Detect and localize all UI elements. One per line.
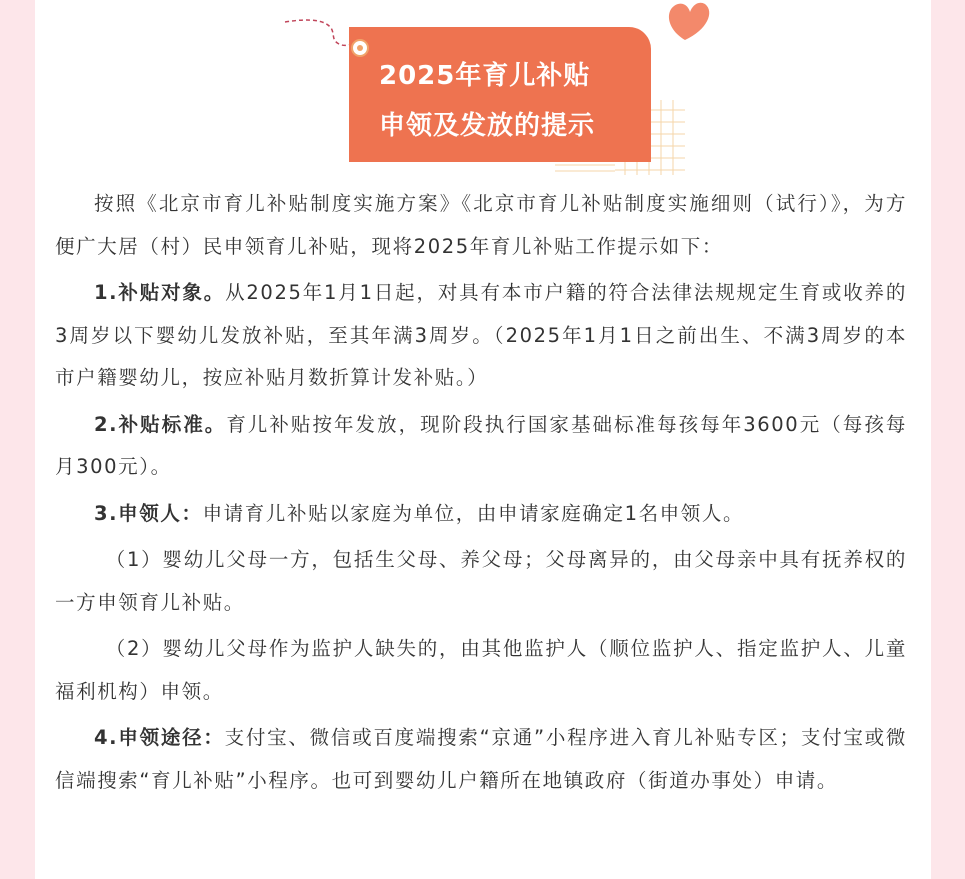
section-2 [55, 404, 907, 489]
section-3-text: 申请育儿补贴以家庭为单位，由申请家庭确定1名申领人。 [202, 501, 745, 525]
section-1-text: 从2025年1月1日起，对具有本市户籍的符合法律法规规定生育或收养的3周岁以下婴幼儿发放补贴，至其年满3周岁。（2025年1月1日之前出生、不满3周岁的本市户籍婴幼儿，按应补贴月数折算计发补贴。） [55, 281, 907, 389]
section-1-heading: 1.补贴对象。 [94, 281, 226, 304]
section-4-heading: 4.申领途径： [94, 726, 225, 749]
section-2-text: 育儿补贴按年发放，现阶段执行国家基础标准每孩每年3600元（每孩每月300元）。 [55, 412, 907, 478]
section-4 [55, 717, 907, 802]
section-1 [55, 272, 907, 400]
section-2-heading: 2.补贴标准。 [94, 412, 227, 436]
heart-icon [669, 3, 709, 40]
section-4-text: 支付宝、微信或百度端搜索“京通”小程序进入育儿补贴专区；支付宝或微信端搜索“育儿补贴”小程序。也可到婴幼儿户籍所在地镇政府（街道办事处）申请。 [55, 726, 907, 792]
article-page [35, 0, 931, 879]
article-body [55, 183, 907, 806]
section-3-item-2: （2）婴幼儿父母作为监护人缺失的，由其他监护人（顺位监护人、指定监护人、儿童福利机构）申领。 [55, 637, 907, 703]
intro-paragraph: 按照《北京市育儿补贴制度实施方案》《北京市育儿补贴制度实施细则（试行）》，为方便广大居（村）民申领育儿补贴，现将2025年育儿补贴工作提示如下： [55, 192, 907, 258]
title-line-2: 申领及发放的提示 [379, 111, 596, 141]
section-3-item-1: （1）婴幼儿父母一方，包括生父母、养父母；父母离异的，由父母亲中具有抚养权的一方申领育儿补贴。 [55, 548, 907, 614]
pin-icon [348, 36, 372, 60]
title-box [349, 27, 651, 162]
section-3 [55, 493, 907, 536]
title-line-1: 2025年育儿补贴 [379, 61, 591, 91]
section-3-heading: 3.申领人： [94, 501, 203, 525]
